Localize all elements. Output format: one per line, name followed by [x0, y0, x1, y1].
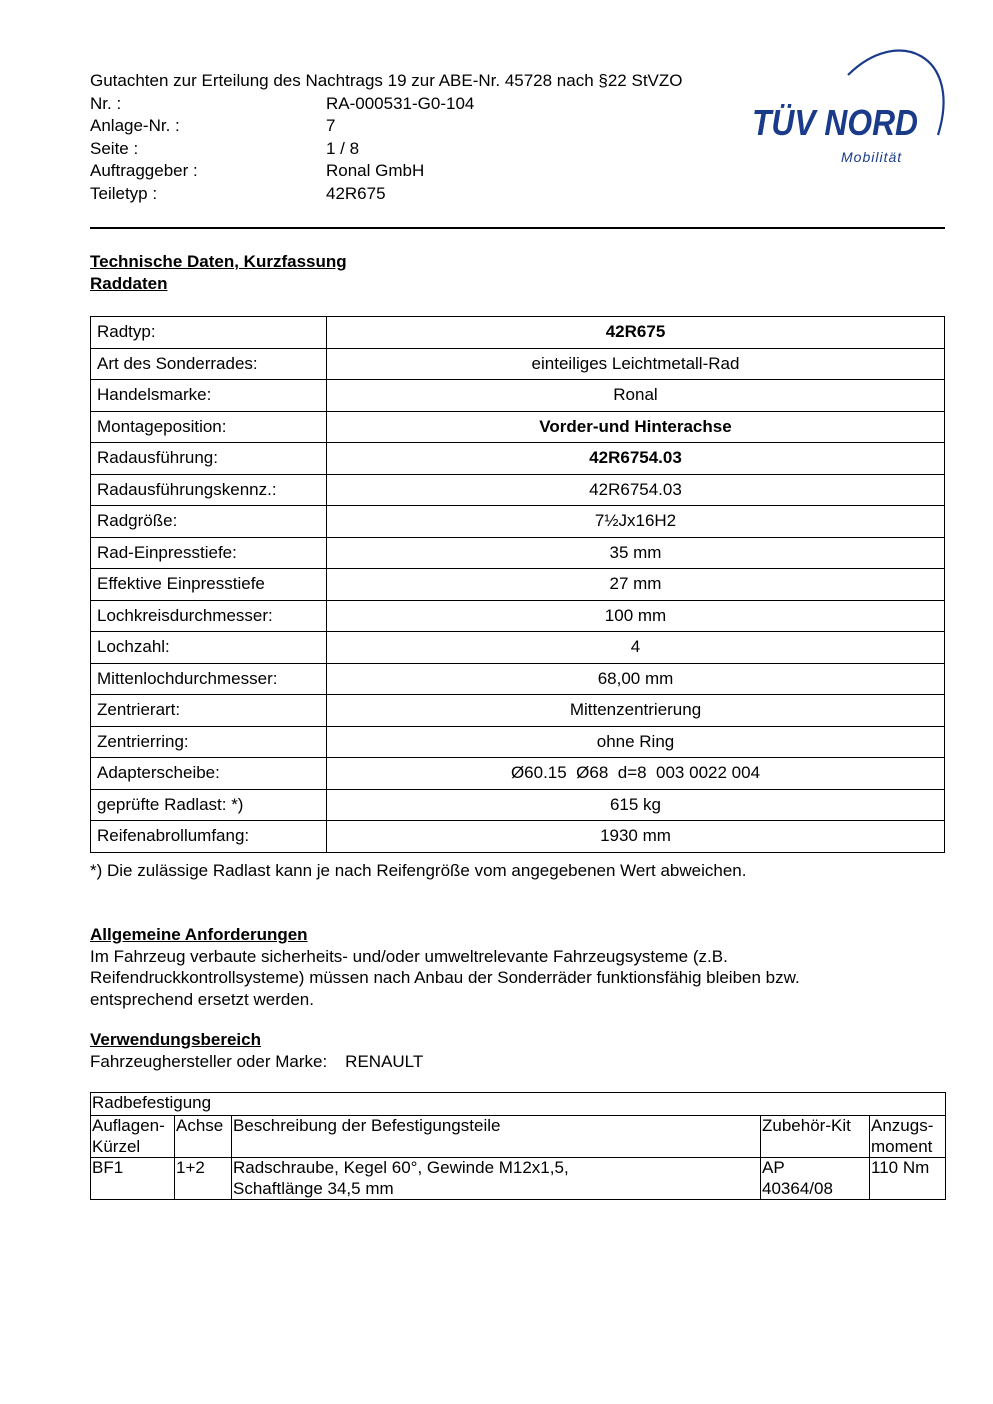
table-caption: Radbefestigung: [91, 1093, 946, 1116]
footnote: *) Die zulässige Radlast kann je nach Reifengröße vom angegebenen Wert abweichen.: [90, 861, 747, 880]
table-row: [91, 663, 945, 695]
column-header: [175, 1116, 232, 1158]
section-technische-daten: [90, 251, 347, 295]
cell-line: 40364/08: [762, 1178, 833, 1198]
maker-line: [90, 1051, 423, 1073]
row-value: ohne Ring: [327, 726, 945, 758]
cell-anzugsmoment: 110 Nm: [870, 1158, 946, 1200]
header-line: Auflagen-: [92, 1116, 165, 1135]
document-header: [90, 70, 770, 205]
logo-graphic: [748, 45, 948, 175]
header-row-nr: [90, 93, 770, 116]
table-row: [91, 758, 945, 790]
row-label: Handelsmarke:: [91, 380, 327, 412]
section-heading: Technische Daten, Kurzfassung: [90, 252, 347, 271]
header-line: Kürzel: [92, 1136, 141, 1156]
section-allgemeine-anforderungen: [90, 924, 950, 1010]
row-label: Adapterscheibe:: [91, 758, 327, 790]
table-row: [91, 506, 945, 538]
row-value: einteiliges Leichtmetall-Rad: [327, 348, 945, 380]
header-value: 42R675: [326, 183, 386, 203]
row-value: 1930 mm: [327, 821, 945, 853]
table-caption-row: [91, 1093, 946, 1116]
table-row: [91, 789, 945, 821]
column-header: [761, 1116, 870, 1158]
header-label: Nr. :: [90, 93, 122, 113]
table-row: [91, 411, 945, 443]
header-row-teiletyp: [90, 183, 770, 206]
header-label: Anlage-Nr. :: [90, 116, 180, 135]
table-row: [91, 632, 945, 664]
row-label: Lochkreisdurchmesser:: [91, 600, 327, 632]
paragraph-line: entsprechend ersetzt werden.: [90, 989, 314, 1009]
logo-brand-text: TÜV NORD: [752, 102, 918, 143]
header-label: Teiletyp :: [90, 183, 158, 203]
cell-kuerzel: BF1: [91, 1158, 175, 1200]
row-value: 615 kg: [327, 789, 945, 821]
row-label: Zentrierring:: [91, 726, 327, 758]
table-row: [91, 443, 945, 475]
column-header: [91, 1116, 175, 1158]
wheel-data-table: [90, 316, 945, 853]
header-row-seite: [90, 138, 770, 161]
header-line: Beschreibung der Befestigungsteile: [233, 1116, 501, 1135]
row-label: Mittenlochdurchmesser:: [91, 663, 327, 695]
section-heading: Verwendungsbereich: [90, 1030, 261, 1049]
table-header-row: [91, 1116, 946, 1158]
header-title: Gutachten zur Erteilung des Nachtrags 19 zur ABE-Nr. 45728 nach §22 StVZO: [90, 71, 683, 90]
tuev-nord-logo: [748, 45, 948, 175]
header-value: RA-000531-G0-104: [326, 93, 475, 113]
cell-zubehoer-kit: [761, 1158, 870, 1200]
logo-sub-text: Mobilität: [841, 149, 903, 165]
row-label: Montageposition:: [91, 411, 327, 443]
table-row: [91, 821, 945, 853]
table-row: [91, 569, 945, 601]
table-row: [91, 380, 945, 412]
maker-value: RENAULT: [345, 1051, 424, 1071]
header-divider: [90, 227, 945, 229]
header-label: Auftraggeber :: [90, 161, 198, 180]
row-label: Lochzahl:: [91, 632, 327, 664]
cell-line: AP: [762, 1158, 785, 1177]
row-label: geprüfte Radlast: *): [91, 789, 327, 821]
table-row: [91, 537, 945, 569]
row-label: Effektive Einpresstiefe: [91, 569, 327, 601]
header-title-row: [90, 70, 770, 93]
paragraph-line: Reifendruckkontrollsysteme) müssen nach Anbau der Sonderräder funktionsfähig bleiben bzw.: [90, 968, 800, 987]
header-line: Achse: [176, 1116, 224, 1135]
header-value: 1 / 8: [326, 138, 360, 158]
row-label: Radgröße:: [91, 506, 327, 538]
header-value: 7: [326, 116, 336, 135]
cell-achse: 1+2: [175, 1158, 232, 1200]
row-value: 42R6754.03: [327, 443, 945, 475]
section-subheading: Raddaten: [90, 274, 168, 293]
table-row: [91, 1158, 946, 1200]
row-value: 27 mm: [327, 569, 945, 601]
paragraph-line: Im Fahrzeug verbaute sicherheits- und/oder umweltrelevante Fahrzeugsysteme (z.B.: [90, 946, 728, 966]
row-label: Rad-Einpresstiefe:: [91, 537, 327, 569]
header-value: Ronal GmbH: [326, 161, 425, 180]
cell-line: Radschraube, Kegel 60°, Gewinde M12x1,5,: [233, 1158, 569, 1177]
header-line: moment: [871, 1136, 933, 1156]
row-value: 42R675: [327, 317, 945, 349]
row-value: 100 mm: [327, 600, 945, 632]
section-heading: Allgemeine Anforderungen: [90, 925, 308, 944]
row-value: Vorder-und Hinterachse: [327, 411, 945, 443]
cell-beschreibung: [232, 1158, 761, 1200]
row-label: Art des Sonderrades:: [91, 348, 327, 380]
section-verwendungsbereich: [90, 1029, 423, 1072]
column-header: [870, 1116, 946, 1158]
table-row: [91, 317, 945, 349]
row-label: Radtyp:: [91, 317, 327, 349]
row-value: 7½Jx16H2: [327, 506, 945, 538]
row-label: Radausführung:: [91, 443, 327, 475]
row-value: Ronal: [327, 380, 945, 412]
row-value: 35 mm: [327, 537, 945, 569]
row-label: Zentrierart:: [91, 695, 327, 727]
table-row: [91, 348, 945, 380]
table-row: [91, 600, 945, 632]
row-value: Mittenzentrierung: [327, 695, 945, 727]
radbefestigung-table: [90, 1092, 946, 1200]
table-row: [91, 726, 945, 758]
column-header: [232, 1116, 761, 1158]
header-line: Anzugs-: [871, 1116, 934, 1135]
row-value: 4: [327, 632, 945, 664]
table-row: [91, 474, 945, 506]
header-row-auftraggeber: [90, 160, 770, 183]
header-row-anlage: [90, 115, 770, 138]
table-row: [91, 695, 945, 727]
header-label: Seite :: [90, 138, 139, 158]
row-value: 68,00 mm: [327, 663, 945, 695]
maker-label: Fahrzeughersteller oder Marke:: [90, 1051, 328, 1071]
cell-line: Schaftlänge 34,5 mm: [233, 1178, 394, 1198]
row-label: Radausführungskennz.:: [91, 474, 327, 506]
row-value: Ø60.15 Ø68 d=8 003 0022 004: [327, 758, 945, 790]
row-value: 42R6754.03: [327, 474, 945, 506]
row-label: Reifenabrollumfang:: [91, 821, 327, 853]
header-line: Zubehör-Kit: [762, 1116, 851, 1135]
